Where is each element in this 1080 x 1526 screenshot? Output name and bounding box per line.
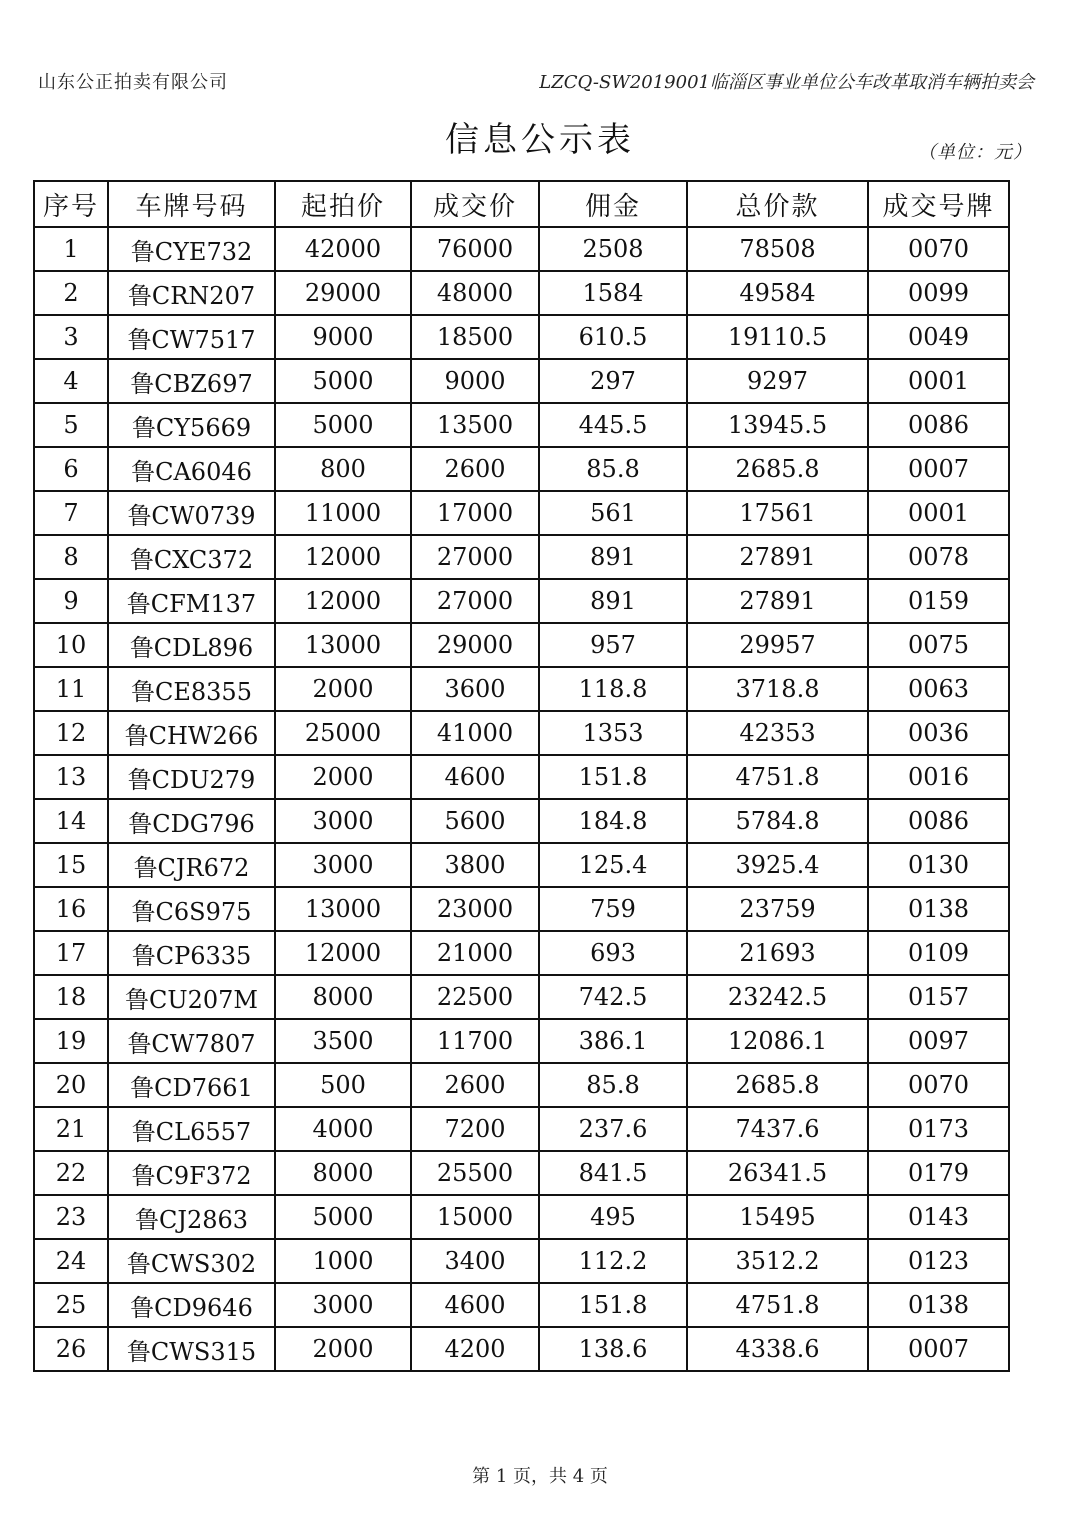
table-row <box>34 887 1009 931</box>
cell-col-bid-number: 0075 <box>868 623 1009 667</box>
cell-col-index: 21 <box>34 1107 108 1151</box>
cell-col-plate: 鲁CW0739 <box>108 491 275 535</box>
cell-col-plate: 鲁CD7661 <box>108 1063 275 1107</box>
header-col-start-price: 起拍价 <box>275 181 411 227</box>
cell-col-deal-price: 13500 <box>411 403 539 447</box>
cell-col-commission: 561 <box>539 491 687 535</box>
header-col-index: 序号 <box>34 181 108 227</box>
table-row <box>34 843 1009 887</box>
cell-col-plate: 鲁CW7807 <box>108 1019 275 1063</box>
cell-col-total: 78508 <box>687 227 868 271</box>
cell-col-start-price: 3000 <box>275 799 411 843</box>
cell-col-index: 2 <box>34 271 108 315</box>
table-row <box>34 1195 1009 1239</box>
cell-col-bid-number: 0078 <box>868 535 1009 579</box>
cell-col-start-price: 9000 <box>275 315 411 359</box>
cell-col-deal-price: 22500 <box>411 975 539 1019</box>
cell-col-total: 4338.6 <box>687 1327 868 1371</box>
cell-col-deal-price: 3600 <box>411 667 539 711</box>
cell-col-bid-number: 0001 <box>868 491 1009 535</box>
cell-col-commission: 184.8 <box>539 799 687 843</box>
cell-col-plate: 鲁CDL896 <box>108 623 275 667</box>
cell-col-bid-number: 0063 <box>868 667 1009 711</box>
cell-col-start-price: 8000 <box>275 1151 411 1195</box>
table-row <box>34 1151 1009 1195</box>
table-row <box>34 755 1009 799</box>
cell-col-index: 16 <box>34 887 108 931</box>
cell-col-deal-price: 4600 <box>411 1283 539 1327</box>
cell-col-plate: 鲁CP6335 <box>108 931 275 975</box>
table-header-row <box>34 181 1009 227</box>
cell-col-start-price: 8000 <box>275 975 411 1019</box>
cell-col-deal-price: 27000 <box>411 535 539 579</box>
cell-col-commission: 495 <box>539 1195 687 1239</box>
cell-col-commission: 742.5 <box>539 975 687 1019</box>
cell-col-index: 19 <box>34 1019 108 1063</box>
cell-col-total: 2685.8 <box>687 1063 868 1107</box>
cell-col-bid-number: 0099 <box>868 271 1009 315</box>
cell-col-bid-number: 0086 <box>868 403 1009 447</box>
header-col-deal-price: 成交价 <box>411 181 539 227</box>
cell-col-commission: 693 <box>539 931 687 975</box>
cell-col-total: 29957 <box>687 623 868 667</box>
cell-col-start-price: 2000 <box>275 1327 411 1371</box>
cell-col-index: 25 <box>34 1283 108 1327</box>
cell-col-index: 10 <box>34 623 108 667</box>
cell-col-commission: 610.5 <box>539 315 687 359</box>
cell-col-total: 15495 <box>687 1195 868 1239</box>
cell-col-deal-price: 17000 <box>411 491 539 535</box>
cell-col-commission: 85.8 <box>539 1063 687 1107</box>
table-row <box>34 535 1009 579</box>
cell-col-bid-number: 0143 <box>868 1195 1009 1239</box>
cell-col-plate: 鲁CU207M <box>108 975 275 1019</box>
cell-col-start-price: 3500 <box>275 1019 411 1063</box>
cell-col-commission: 891 <box>539 535 687 579</box>
cell-col-start-price: 5000 <box>275 359 411 403</box>
cell-col-commission: 1584 <box>539 271 687 315</box>
cell-col-commission: 891 <box>539 579 687 623</box>
cell-col-bid-number: 0036 <box>868 711 1009 755</box>
cell-col-start-price: 12000 <box>275 579 411 623</box>
table-row <box>34 931 1009 975</box>
cell-col-deal-price: 3400 <box>411 1239 539 1283</box>
page-title: 信息公示表 <box>445 120 635 160</box>
cell-col-commission: 1353 <box>539 711 687 755</box>
table-row <box>34 491 1009 535</box>
cell-col-total: 7437.6 <box>687 1107 868 1151</box>
cell-col-start-price: 4000 <box>275 1107 411 1151</box>
cell-col-start-price: 13000 <box>275 623 411 667</box>
cell-col-commission: 151.8 <box>539 755 687 799</box>
table-row <box>34 1019 1009 1063</box>
cell-col-deal-price: 7200 <box>411 1107 539 1151</box>
cell-col-total: 3718.8 <box>687 667 868 711</box>
cell-col-deal-price: 15000 <box>411 1195 539 1239</box>
cell-col-start-price: 500 <box>275 1063 411 1107</box>
table-row <box>34 711 1009 755</box>
cell-col-index: 11 <box>34 667 108 711</box>
cell-col-start-price: 2000 <box>275 667 411 711</box>
table-row <box>34 1107 1009 1151</box>
cell-col-deal-price: 48000 <box>411 271 539 315</box>
cell-col-plate: 鲁CL6557 <box>108 1107 275 1151</box>
cell-col-bid-number: 0173 <box>868 1107 1009 1151</box>
cell-col-index: 12 <box>34 711 108 755</box>
cell-col-plate: 鲁C9F372 <box>108 1151 275 1195</box>
cell-col-index: 15 <box>34 843 108 887</box>
cell-col-deal-price: 76000 <box>411 227 539 271</box>
cell-col-plate: 鲁CY5669 <box>108 403 275 447</box>
table-row <box>34 315 1009 359</box>
cell-col-deal-price: 27000 <box>411 579 539 623</box>
unit-label: （单位：元） <box>918 142 1032 163</box>
cell-col-bid-number: 0070 <box>868 227 1009 271</box>
cell-col-index: 3 <box>34 315 108 359</box>
page-number: 第 1 页，共 4 页 <box>472 1466 608 1487</box>
table-row <box>34 1239 1009 1283</box>
table-row <box>34 1283 1009 1327</box>
table-row <box>34 623 1009 667</box>
cell-col-deal-price: 25500 <box>411 1151 539 1195</box>
header-col-bid-number: 成交号牌 <box>868 181 1009 227</box>
cell-col-bid-number: 0097 <box>868 1019 1009 1063</box>
cell-col-commission: 957 <box>539 623 687 667</box>
cell-col-start-price: 11000 <box>275 491 411 535</box>
table-row <box>34 799 1009 843</box>
cell-col-deal-price: 23000 <box>411 887 539 931</box>
cell-col-plate: 鲁CW7517 <box>108 315 275 359</box>
cell-col-deal-price: 5600 <box>411 799 539 843</box>
cell-col-commission: 85.8 <box>539 447 687 491</box>
cell-col-plate: 鲁CBZ697 <box>108 359 275 403</box>
cell-col-index: 8 <box>34 535 108 579</box>
cell-col-total: 26341.5 <box>687 1151 868 1195</box>
cell-col-deal-price: 21000 <box>411 931 539 975</box>
cell-col-plate: 鲁CFM137 <box>108 579 275 623</box>
cell-col-start-price: 5000 <box>275 403 411 447</box>
table-row <box>34 579 1009 623</box>
cell-col-bid-number: 0157 <box>868 975 1009 1019</box>
cell-col-total: 27891 <box>687 579 868 623</box>
cell-col-start-price: 12000 <box>275 535 411 579</box>
cell-col-commission: 237.6 <box>539 1107 687 1151</box>
cell-col-start-price: 800 <box>275 447 411 491</box>
cell-col-total: 19110.5 <box>687 315 868 359</box>
table-row <box>34 227 1009 271</box>
cell-col-index: 20 <box>34 1063 108 1107</box>
table-row <box>34 447 1009 491</box>
cell-col-bid-number: 0109 <box>868 931 1009 975</box>
cell-col-total: 23242.5 <box>687 975 868 1019</box>
cell-col-start-price: 42000 <box>275 227 411 271</box>
cell-col-plate: 鲁CJ2863 <box>108 1195 275 1239</box>
cell-col-start-price: 5000 <box>275 1195 411 1239</box>
cell-col-plate: 鲁CJR672 <box>108 843 275 887</box>
cell-col-start-price: 29000 <box>275 271 411 315</box>
cell-col-plate: 鲁CRN207 <box>108 271 275 315</box>
cell-col-plate: 鲁CE8355 <box>108 667 275 711</box>
cell-col-total: 12086.1 <box>687 1019 868 1063</box>
table-row <box>34 667 1009 711</box>
cell-col-deal-price: 4200 <box>411 1327 539 1371</box>
cell-col-commission: 2508 <box>539 227 687 271</box>
cell-col-start-price: 1000 <box>275 1239 411 1283</box>
cell-col-index: 1 <box>34 227 108 271</box>
cell-col-commission: 841.5 <box>539 1151 687 1195</box>
cell-col-index: 14 <box>34 799 108 843</box>
cell-col-index: 5 <box>34 403 108 447</box>
cell-col-deal-price: 3800 <box>411 843 539 887</box>
cell-col-plate: 鲁CWS302 <box>108 1239 275 1283</box>
cell-col-deal-price: 2600 <box>411 1063 539 1107</box>
cell-col-index: 4 <box>34 359 108 403</box>
cell-col-deal-price: 29000 <box>411 623 539 667</box>
cell-col-plate: 鲁C6S975 <box>108 887 275 931</box>
cell-col-commission: 759 <box>539 887 687 931</box>
cell-col-plate: 鲁CDG796 <box>108 799 275 843</box>
cell-col-total: 3925.4 <box>687 843 868 887</box>
cell-col-total: 13945.5 <box>687 403 868 447</box>
cell-col-commission: 112.2 <box>539 1239 687 1283</box>
cell-col-plate: 鲁CHW266 <box>108 711 275 755</box>
cell-col-index: 6 <box>34 447 108 491</box>
cell-col-bid-number: 0007 <box>868 447 1009 491</box>
cell-col-start-price: 12000 <box>275 931 411 975</box>
cell-col-bid-number: 0016 <box>868 755 1009 799</box>
cell-col-total: 17561 <box>687 491 868 535</box>
cell-col-bid-number: 0130 <box>868 843 1009 887</box>
cell-col-plate: 鲁CD9646 <box>108 1283 275 1327</box>
cell-col-plate: 鲁CWS315 <box>108 1327 275 1371</box>
cell-col-index: 22 <box>34 1151 108 1195</box>
cell-col-plate: 鲁CA6046 <box>108 447 275 491</box>
table-row <box>34 403 1009 447</box>
cell-col-bid-number: 0049 <box>868 315 1009 359</box>
cell-col-total: 23759 <box>687 887 868 931</box>
cell-col-total: 9297 <box>687 359 868 403</box>
table-body <box>34 227 1009 1371</box>
table-row <box>34 271 1009 315</box>
cell-col-bid-number: 0007 <box>868 1327 1009 1371</box>
header-col-plate: 车牌号码 <box>108 181 275 227</box>
cell-col-bid-number: 0179 <box>868 1151 1009 1195</box>
cell-col-deal-price: 9000 <box>411 359 539 403</box>
cell-col-deal-price: 11700 <box>411 1019 539 1063</box>
cell-col-bid-number: 0086 <box>868 799 1009 843</box>
cell-col-total: 21693 <box>687 931 868 975</box>
table-row <box>34 1327 1009 1371</box>
cell-col-index: 17 <box>34 931 108 975</box>
cell-col-start-price: 2000 <box>275 755 411 799</box>
header-col-total: 总价款 <box>687 181 868 227</box>
cell-col-bid-number: 0123 <box>868 1239 1009 1283</box>
cell-col-commission: 445.5 <box>539 403 687 447</box>
cell-col-plate: 鲁CDU279 <box>108 755 275 799</box>
cell-col-plate: 鲁CXC372 <box>108 535 275 579</box>
cell-col-commission: 386.1 <box>539 1019 687 1063</box>
cell-col-bid-number: 0138 <box>868 887 1009 931</box>
cell-col-bid-number: 0001 <box>868 359 1009 403</box>
cell-col-total: 2685.8 <box>687 447 868 491</box>
cell-col-deal-price: 41000 <box>411 711 539 755</box>
cell-col-commission: 297 <box>539 359 687 403</box>
cell-col-commission: 125.4 <box>539 843 687 887</box>
cell-col-plate: 鲁CYE732 <box>108 227 275 271</box>
cell-col-index: 24 <box>34 1239 108 1283</box>
cell-col-total: 27891 <box>687 535 868 579</box>
cell-col-index: 7 <box>34 491 108 535</box>
cell-col-start-price: 3000 <box>275 1283 411 1327</box>
cell-col-total: 49584 <box>687 271 868 315</box>
info-table <box>33 180 1010 1372</box>
cell-col-total: 4751.8 <box>687 755 868 799</box>
cell-col-total: 4751.8 <box>687 1283 868 1327</box>
table-row <box>34 359 1009 403</box>
table-row <box>34 975 1009 1019</box>
cell-col-total: 3512.2 <box>687 1239 868 1283</box>
cell-col-index: 23 <box>34 1195 108 1239</box>
cell-col-deal-price: 2600 <box>411 447 539 491</box>
cell-col-index: 26 <box>34 1327 108 1371</box>
cell-col-deal-price: 4600 <box>411 755 539 799</box>
cell-col-commission: 151.8 <box>539 1283 687 1327</box>
cell-col-commission: 138.6 <box>539 1327 687 1371</box>
cell-col-bid-number: 0070 <box>868 1063 1009 1107</box>
cell-col-total: 42353 <box>687 711 868 755</box>
cell-col-index: 9 <box>34 579 108 623</box>
cell-col-commission: 118.8 <box>539 667 687 711</box>
cell-col-start-price: 13000 <box>275 887 411 931</box>
cell-col-bid-number: 0138 <box>868 1283 1009 1327</box>
project-title: LZCQ-SW2019001临淄区事业单位公车改革取消车辆拍卖会 <box>539 72 1034 93</box>
cell-col-total: 5784.8 <box>687 799 868 843</box>
table-row <box>34 1063 1009 1107</box>
cell-col-bid-number: 0159 <box>868 579 1009 623</box>
cell-col-start-price: 3000 <box>275 843 411 887</box>
cell-col-index: 13 <box>34 755 108 799</box>
cell-col-index: 18 <box>34 975 108 1019</box>
company-name: 山东公正拍卖有限公司 <box>38 72 228 93</box>
header-col-commission: 佣金 <box>539 181 687 227</box>
cell-col-start-price: 25000 <box>275 711 411 755</box>
cell-col-deal-price: 18500 <box>411 315 539 359</box>
